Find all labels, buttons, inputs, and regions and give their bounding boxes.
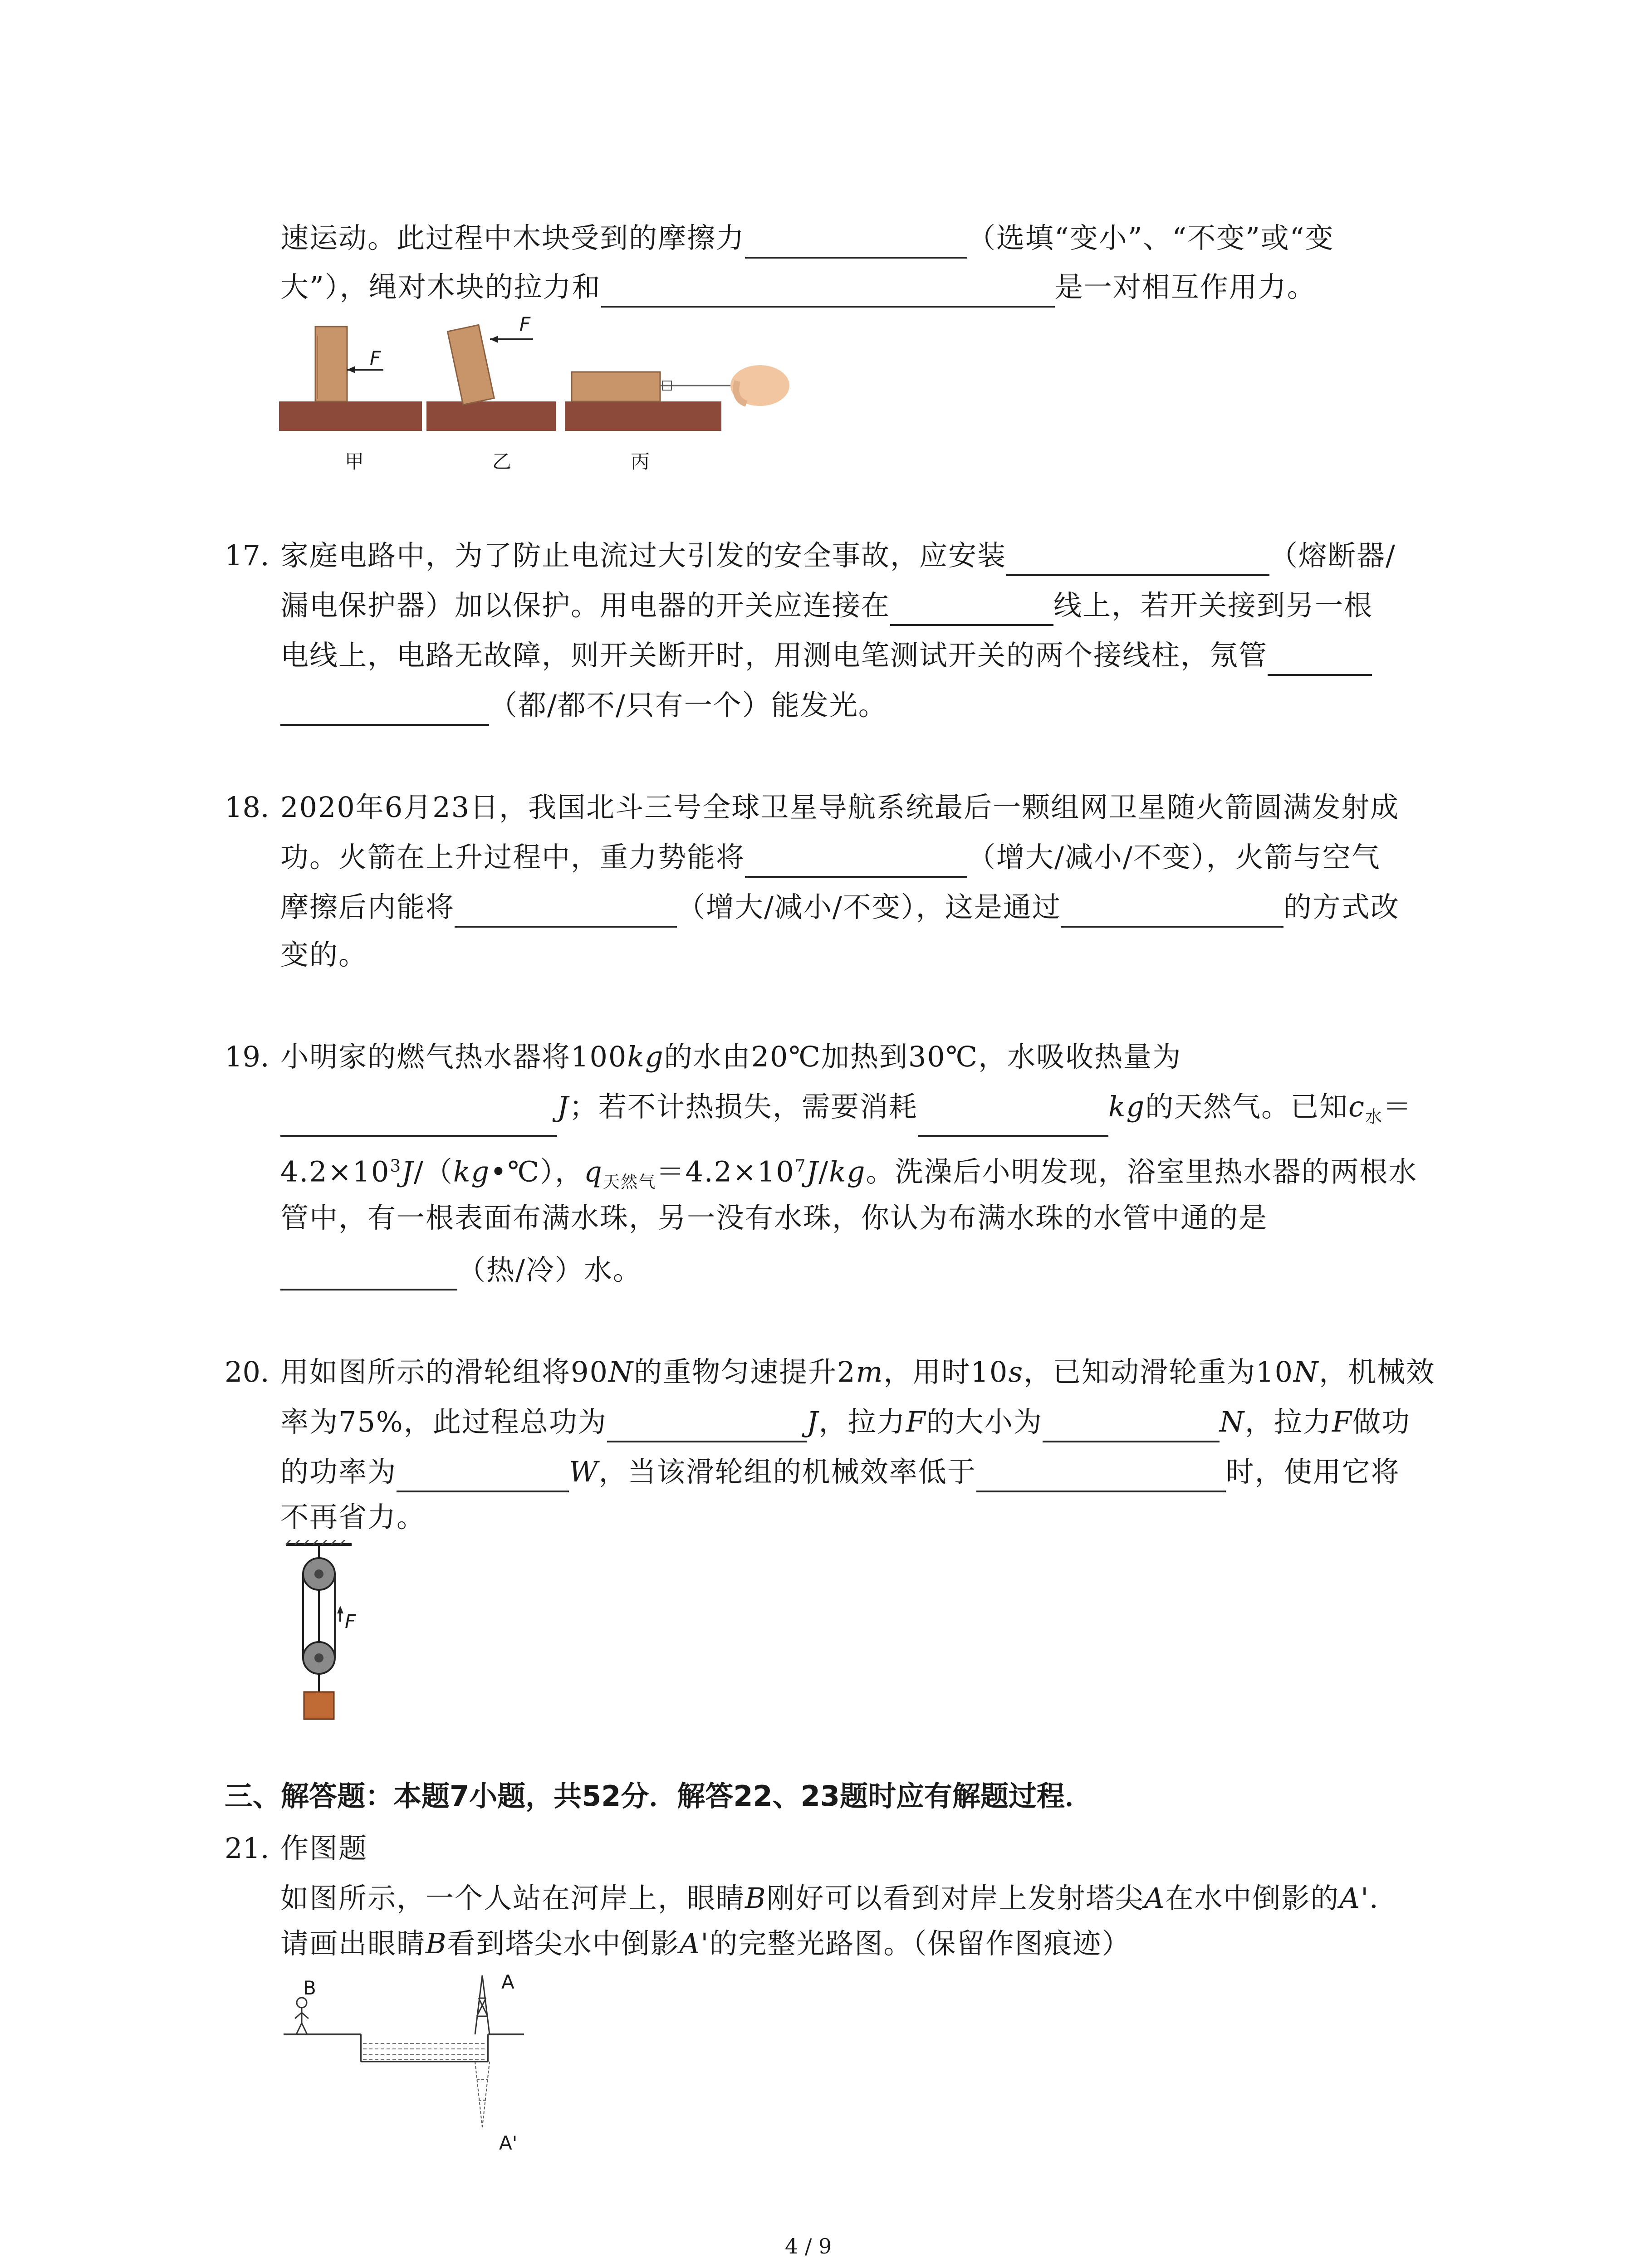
answer-blank[interactable]	[280, 692, 489, 726]
answer-blank[interactable]	[607, 1409, 807, 1442]
q16-line-1: 速运动。此过程中木块受到的摩擦力 （选填“变小”、“不变”或“变	[280, 218, 1334, 259]
answer-blank[interactable]	[745, 844, 967, 878]
figure-caption: 甲	[345, 450, 364, 473]
q21-line-1: 如图所示，一个人站在河岸上，眼睛B刚好可以看到对岸上发射塔尖A在水中倒影的A'．	[280, 1882, 1399, 1915]
q21-title: 作图题	[280, 1832, 368, 1865]
pulley-figure	[279, 1540, 361, 1730]
q17-line-3: 电线上，电路无故障，则开关断开时，用测电笔测试开关的两个接线柱，氖管	[280, 635, 1372, 676]
answer-blank[interactable]	[280, 1257, 457, 1290]
answer-blank[interactable]	[397, 1459, 569, 1492]
q17-line-4: （都/都不/只有一个）能发光。	[280, 685, 887, 726]
figure-caption: 丙	[631, 450, 650, 473]
question-number: 20.	[225, 1355, 269, 1388]
answer-blank[interactable]	[1061, 894, 1283, 928]
question-number: 18.	[225, 791, 269, 824]
q17-line-2: 漏电保护器）加以保护。用电器的开关应连接在 线上，若开关接到另一根	[280, 585, 1373, 626]
page-number: 4 / 9	[785, 2234, 832, 2258]
q19-line-2: J；若不计热损失，需要消耗 kg的天然气。已知$c_水=$	[280, 1086, 1412, 1137]
answer-blank[interactable]	[601, 274, 1055, 308]
river-reflection-figure	[279, 1971, 533, 2175]
q20-line-2: 率为75%，此过程总功为 J，拉力F的大小为 N，拉力F做功	[280, 1402, 1411, 1442]
q18-line-2: 功。火箭在上升过程中，重力势能将 （增大/减小/不变），火箭与空气	[280, 837, 1381, 878]
question-number: 21.	[225, 1832, 269, 1865]
q19-line-3: $4.2\times 10^3J/(kg•℃)$，$q_{天然气}=4.2\times 10^7J/kg$。洗澡后小明发现，浴室里热水器的两根水	[280, 1155, 1418, 1192]
q20-line-1: 用如图所示的滑轮组将90N的重物匀速提升2m，用时10s，已知动滑轮重为10N，机械效	[280, 1355, 1435, 1388]
point-label-A-prime: A'	[499, 2132, 518, 2154]
section-heading: 三、解答题：本题7小题，共52分．解答22、23题时应有解题过程．	[225, 1779, 1093, 1813]
answer-blank[interactable]	[1043, 1409, 1220, 1442]
force-label: F	[345, 1610, 356, 1633]
question-number: 17.	[225, 539, 269, 572]
answer-blank[interactable]	[918, 1103, 1108, 1137]
q18-line-4: 变的。	[280, 938, 368, 971]
answer-blank[interactable]	[455, 894, 677, 928]
answer-blank[interactable]	[890, 592, 1053, 626]
question-number: 19.	[225, 1040, 269, 1073]
q18-line-3: 摩擦后内能将 （增大/减小/不变），这是通过 的方式改	[280, 887, 1400, 928]
q19-line-1: 小明家的燃气热水器将100kg的水由20℃加热到30℃，水吸收热量为	[280, 1040, 1182, 1073]
q18-line-1: 2020年6月23日，我国北斗三号全球卫星导航系统最后一颗组网卫星随火箭圆满发射成	[280, 791, 1400, 824]
answer-blank[interactable]	[280, 1103, 557, 1137]
figure-caption: 乙	[492, 450, 512, 473]
answer-blank[interactable]	[745, 225, 967, 259]
q17-line-1: 家庭电路中，为了防止电流过大引发的安全事故，应安装 （熔断器/	[280, 535, 1396, 576]
q20-line-3: 的功率为 W，当该滑轮组的机械效率低于 时，使用它将	[280, 1452, 1400, 1492]
answer-blank[interactable]	[1268, 642, 1372, 676]
q19-line-4: 管中，有一根表面布满水珠，另一没有水珠，你认为布满水珠的水管中通的是	[280, 1201, 1268, 1234]
q16-block-figure	[279, 313, 805, 463]
point-label-B: B	[303, 1977, 316, 1999]
force-label: F	[519, 313, 531, 335]
force-label: F	[370, 347, 381, 369]
q19-line-5: （热/冷）水。	[280, 1250, 642, 1290]
q21-line-2: 请画出眼睛B看到塔尖水中倒影A'的完整光路图。（保留作图痕迹）	[280, 1927, 1131, 1960]
answer-blank[interactable]	[1006, 543, 1269, 576]
q16-line-2: 大”），绳对木块的拉力和 是一对相互作用力。	[280, 267, 1316, 308]
point-label-A: A	[501, 1971, 514, 1993]
q20-line-4: 不再省力。	[280, 1501, 426, 1534]
answer-blank[interactable]	[976, 1459, 1226, 1492]
